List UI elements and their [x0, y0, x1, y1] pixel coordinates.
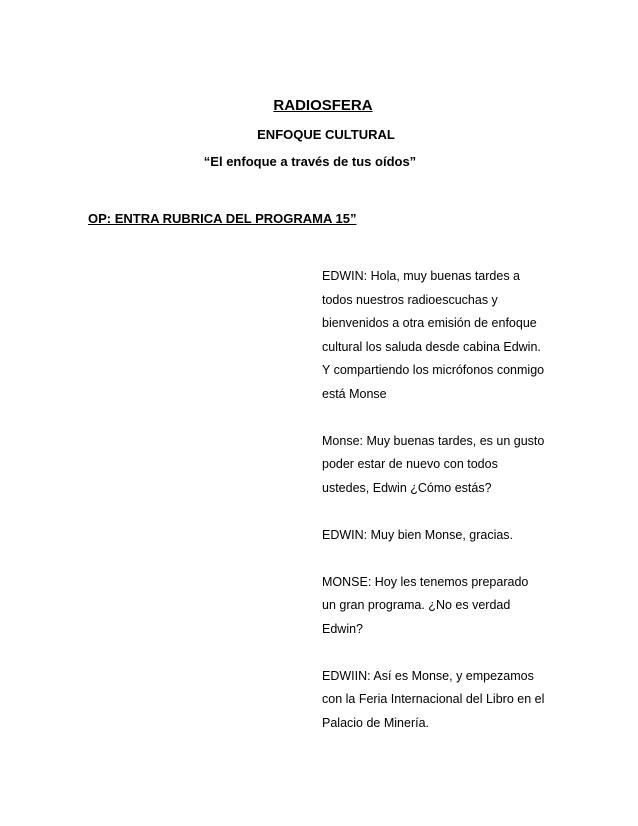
speech-line: ustedes, Edwin ¿Cómo estás?: [322, 480, 492, 495]
program-slogan: “El enfoque a través de tus oídos”: [203, 154, 417, 169]
speech-line: poder estar de nuevo con todos: [322, 457, 498, 471]
speech-line: con la Feria Internacional del Libro en el: [322, 692, 545, 706]
speech-block-edwin-reply: [322, 524, 562, 548]
speech-line: un gran programa. ¿No es verdad: [322, 598, 511, 612]
speech-line: MONSE: Hoy les tenemos preparado: [322, 574, 529, 589]
speech-line: Palacio de Minería.: [322, 715, 430, 730]
speech-block-monse-program: [322, 571, 562, 642]
speech-line: bienvenidos a otra emisión de enfoque: [322, 316, 537, 330]
speech-line: todos nuestros radioescuchas y: [322, 292, 498, 307]
speech-line: cultural los saluda desde cabina Edwin.: [322, 339, 541, 354]
speech-line: Edwin?: [322, 621, 363, 636]
speech-line: está Monse: [322, 386, 387, 401]
document-subtitle: ENFOQUE CULTURAL: [257, 127, 395, 142]
speech-line: Y compartiendo los micrófonos conmigo: [322, 363, 545, 377]
dialogue-column: [322, 265, 562, 759]
speech-block-edwin-greeting: [322, 265, 562, 406]
speech-line: Monse: Muy buenas tardes, es un gusto: [322, 433, 545, 448]
speech-line: EDWIIN: Así es Monse, y empezamos: [322, 668, 534, 683]
speech-line: EDWIN: Muy bien Monse, gracias.: [322, 527, 514, 542]
speech-block-monse-greeting: [322, 430, 562, 501]
document-title: RADIOSFERA: [273, 97, 373, 114]
speech-block-edwin-feria: [322, 665, 562, 736]
speech-line: EDWIN: Hola, muy buenas tardes a: [322, 269, 520, 283]
production-cue: OP: ENTRA RUBRICA DEL PROGRAMA 15”: [88, 211, 357, 226]
